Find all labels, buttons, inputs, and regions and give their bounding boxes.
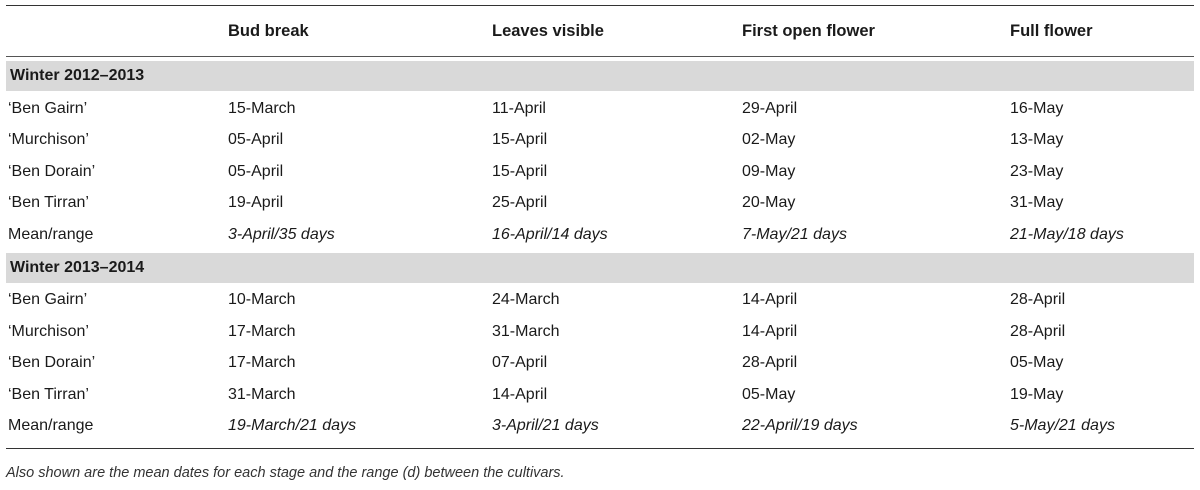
full-flower-date: 31-May	[1010, 194, 1064, 212]
header-cell-leaves-visible: Leaves visible	[492, 21, 604, 40]
table-row	[6, 285, 1194, 317]
first-open-flower-mean-range: 7-May/21 days	[742, 225, 847, 243]
leaves-visible-date: 15-April	[492, 162, 548, 180]
cultivar-name: ‘Ben Tirran’	[8, 385, 89, 403]
bud-break-date: 05-April	[228, 131, 284, 149]
section-title: Winter 2012–2013	[10, 67, 145, 84]
bud-break-mean-range: 3-April/35 days	[228, 225, 335, 243]
cultivar-name: ‘Ben Tirran’	[8, 194, 89, 212]
bud-break-date: 10-March	[228, 291, 296, 309]
table-row	[6, 348, 1194, 380]
first-open-flower-date: 20-May	[742, 194, 796, 212]
phenology-table	[6, 5, 1194, 449]
cultivar-name: ‘Murchison’	[8, 322, 89, 340]
table-bottom-rule	[6, 448, 1194, 449]
table-row	[6, 125, 1194, 157]
cultivar-name: ‘Ben Gairn’	[8, 99, 88, 117]
first-open-flower-mean-range: 22-April/19 days	[742, 417, 858, 435]
first-open-flower-date: 14-April	[742, 291, 798, 309]
summary-row	[6, 219, 1194, 251]
full-flower-date: 28-April	[1010, 322, 1066, 340]
leaves-visible-date: 07-April	[492, 354, 548, 372]
section-heading-2012-2013	[6, 61, 1194, 91]
full-flower-date: 19-May	[1010, 385, 1064, 403]
first-open-flower-date: 05-May	[742, 385, 796, 403]
bud-break-date: 17-March	[228, 354, 296, 372]
table-row	[6, 93, 1194, 125]
leaves-visible-date: 31-March	[492, 322, 560, 340]
leaves-visible-date: 14-April	[492, 385, 548, 403]
bud-break-date: 31-March	[228, 385, 296, 403]
table-body	[6, 61, 1194, 448]
table-row	[6, 316, 1194, 348]
table-row	[6, 379, 1194, 411]
leaves-visible-mean-range: 16-April/14 days	[492, 225, 608, 243]
leaves-visible-date: 24-March	[492, 291, 560, 309]
cultivar-name: ‘Ben Dorain’	[8, 354, 96, 372]
bud-break-date: 17-March	[228, 322, 296, 340]
first-open-flower-date: 29-April	[742, 99, 798, 117]
header-cell-bud-break: Bud break	[228, 21, 309, 40]
summary-label: Mean/range	[8, 225, 94, 243]
cultivar-name: ‘Murchison’	[8, 131, 89, 149]
cultivar-name: ‘Ben Dorain’	[8, 162, 96, 180]
header-cell-first-open-flower: First open flower	[742, 21, 875, 40]
bud-break-date: 19-April	[228, 194, 284, 212]
first-open-flower-date: 09-May	[742, 162, 796, 180]
table-row	[6, 156, 1194, 188]
summary-row	[6, 411, 1194, 443]
cultivar-name: ‘Ben Gairn’	[8, 291, 88, 309]
full-flower-date: 13-May	[1010, 131, 1064, 149]
table-row	[6, 188, 1194, 220]
first-open-flower-date: 14-April	[742, 322, 798, 340]
section-heading-2013-2014	[6, 253, 1194, 283]
leaves-visible-date: 15-April	[492, 131, 548, 149]
full-flower-mean-range: 5-May/21 days	[1010, 417, 1115, 435]
leaves-visible-date: 11-April	[492, 99, 546, 117]
header-cell-full-flower: Full flower	[1010, 21, 1093, 40]
bud-break-date: 05-April	[228, 162, 284, 180]
leaves-visible-date: 25-April	[492, 194, 548, 212]
section-title: Winter 2013–2014	[10, 258, 145, 276]
bud-break-mean-range: 19-March/21 days	[228, 417, 357, 435]
table-footnote: Also shown are the mean dates for each stage and the range (d) between the cultivars.	[6, 465, 565, 481]
leaves-visible-mean-range: 3-April/21 days	[492, 417, 599, 435]
full-flower-date: 05-May	[1010, 354, 1064, 372]
full-flower-mean-range: 21-May/18 days	[1010, 225, 1124, 243]
full-flower-date: 28-April	[1010, 291, 1066, 309]
header-rule	[6, 56, 1194, 57]
full-flower-date: 23-May	[1010, 162, 1064, 180]
first-open-flower-date: 28-April	[742, 354, 798, 372]
table-header-row	[6, 6, 1194, 56]
summary-label: Mean/range	[8, 417, 94, 435]
first-open-flower-date: 02-May	[742, 131, 796, 149]
full-flower-date: 16-May	[1010, 99, 1064, 117]
bud-break-date: 15-March	[228, 99, 296, 117]
